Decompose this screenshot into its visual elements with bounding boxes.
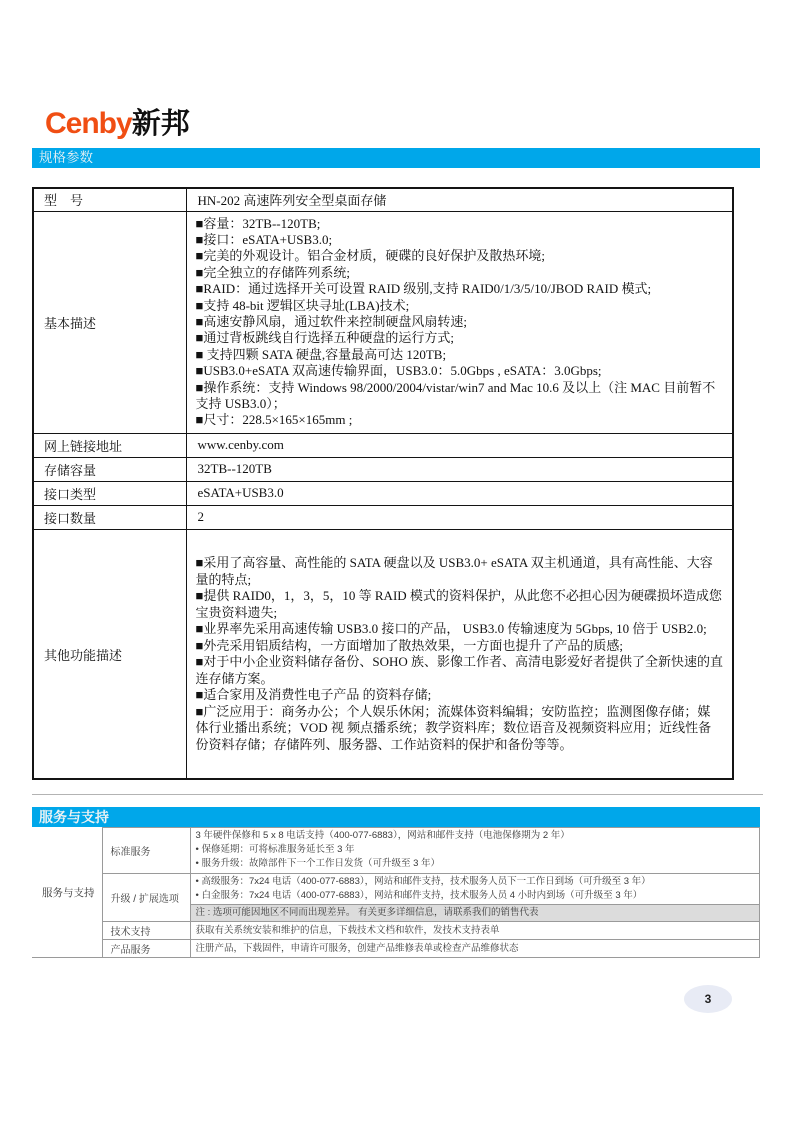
spec-label-storage-capacity: 存储容量 <box>33 457 186 481</box>
text-line: 3 年硬件保修和 5 x 8 电话支持（400-077-6883），网站和邮件支持（电池保修期为 2 年） <box>195 830 570 841</box>
service-row-product-service <box>32 940 760 958</box>
service-table <box>32 827 760 958</box>
spec-value-storage-capacity: 32TB--120TB <box>186 457 733 481</box>
spec-label-other-functions: 其他功能描述 <box>33 529 186 779</box>
text-line: ■广泛应用于：商务办公；个人娱乐休闲；流媒体资料编辑；安防监控；监测图像存储；媒体行业播出系统；VOD 视 频点播系统；教学资料库；数位语音及视频资料应用；近线性备份资料存储；存储阵列、服务器、工作站资料的保护和备份等等。 <box>195 703 712 752</box>
other-functions-bullet-list <box>188 555 732 753</box>
text-line: ■ 支持四颗 SATA 硬盘,容量最高可达 120TB; <box>195 346 447 362</box>
text-line: ■业界率先采用高速传输 USB3.0 接口的产品， USB3.0 传输速度为 5Gbps, 10 倍于 USB2.0; <box>195 621 707 637</box>
text-line: ■采用了高容量、高性能的 SATA 硬盘以及 USB3.0+ eSATA 双主机通道，具有高性能、大容量的特点; <box>195 555 713 587</box>
text-line: • 白金服务：7x24 电话（400-077-6883），网站和邮件支持，技术服务人员 4 小时内到场（可升级至 3 年） <box>195 889 643 901</box>
service-row-tech-support <box>32 922 760 940</box>
spec-label-interface-count: 接口数量 <box>33 505 186 529</box>
spec-row-basic-description <box>33 211 733 433</box>
text-line: ■支持 48-bit 逻辑区块寻址(LBA)技术; <box>195 297 410 313</box>
text-line: • 高级服务：7x24 电话（400-077-6883），网站和邮件支持，技术服务人员下一工作日到场（可升级至 3 年） <box>195 875 651 887</box>
spec-label-model: 型 号 <box>33 188 186 211</box>
spec-row-storage-capacity <box>33 457 733 481</box>
spec-label-web-link: 网上链接地址 <box>33 433 186 457</box>
service-row-standard <box>32 828 760 874</box>
text-line: • 服务升级：故障部件下一个工作日发货（可升级至 3 年） <box>195 858 441 870</box>
spec-row-other-functions <box>33 529 733 779</box>
text-line: ■接口：eSATA+USB3.0; <box>195 231 333 247</box>
text-line: ■尺寸：228.5×165×165mm ; <box>195 412 353 428</box>
text-line: • 保修延期：可将标准服务延长至 3 年 <box>195 844 355 856</box>
website-url: www.cenby.com <box>186 433 733 457</box>
service-note: 注 : 选项可能因地区不同而出现差异。 有关更多详细信息，请联系我们的销售代表 <box>190 905 760 922</box>
service-content-standard <box>190 828 760 874</box>
spec-value-interface-type: eSATA+USB3.0 <box>186 481 733 505</box>
text-line: ■外壳采用铝质结构，一方面增加了散热效果，一方面也提升了产品的质感; <box>195 637 623 653</box>
text-line: ■适合家用及消费性电子产品 的资料存储; <box>195 687 432 703</box>
service-content-upgrade <box>190 873 760 904</box>
text-line: ■USB3.0+eSATA 双高速传输界面，USB3.0：5.0Gbps , eSATA：3.0Gbps; <box>195 363 602 379</box>
section-header-specs <box>32 148 760 168</box>
spec-row-model <box>33 188 733 211</box>
text-line: ■RAID：通过选择开关可设置 RAID 级别,支持 RAID0/1/3/5/10/JBOD RAID 模式; <box>195 281 652 297</box>
section-header-service-title: 服务与支持 <box>39 809 109 825</box>
service-row-upgrade <box>32 873 760 904</box>
service-label-tech-support: 技术支持 <box>102 922 190 940</box>
spec-value-model: HN-202 高速阵列安全型桌面存储 <box>186 188 733 211</box>
spec-table <box>32 187 734 780</box>
spec-value-interface-count: 2 <box>186 505 733 529</box>
spec-label-basic-description: 基本描述 <box>33 211 186 433</box>
text-line: ■高速安静风扇，通过软件来控制硬盘风扇转速; <box>195 313 467 329</box>
text-line: ■通过背板跳线自行选择五种硬盘的运行方式; <box>195 330 454 346</box>
spec-row-web-link <box>33 433 733 457</box>
brand-logo-en: Cenby <box>45 107 132 140</box>
section-header-specs-title: 规格参数 <box>39 150 93 165</box>
text-line: ■提供 RAID0，1，3，5，10 等 RAID 模式的资料保护，从此您不必担心因为硬碟损坏造成您宝贵资料遗失; <box>195 588 722 620</box>
page-number-badge <box>684 985 732 1013</box>
service-label-upgrade: 升级 / 扩展选项 <box>102 873 190 921</box>
spec-label-interface-type: 接口类型 <box>33 481 186 505</box>
basic-description-bullet-list <box>188 213 732 432</box>
text-line: ■操作系统：支持 Windows 98/2000/2004/vistar/win7 and Mac 10.6 及以上（注 MAC 目前暂不支持 USB3.0）； <box>195 379 716 411</box>
text-line: 获取有关系统安装和维护的信息，下载技术文档和软件，发技术支持表单 <box>195 924 500 936</box>
section-header-service <box>32 807 760 827</box>
page-number: 3 <box>704 992 712 1006</box>
text-line: ■对于中小企业资料储存备份、SOHO 族、影像工作者、高清电影爱好者提供了全新快速的直连存储方案。 <box>195 654 723 686</box>
service-label-standard: 标准服务 <box>102 828 190 874</box>
brand-logo <box>45 108 190 145</box>
text-line: ■容量：32TB--120TB; <box>195 215 321 231</box>
service-label-product-service: 产品服务 <box>102 940 190 958</box>
service-content-tech-support <box>190 922 760 940</box>
text-line: ■完全独立的存储阵列系统; <box>195 264 350 280</box>
horizontal-divider <box>32 794 763 795</box>
spec-row-interface-count <box>33 505 733 529</box>
text-line: 注册产品，下载固件，申请许可服务，创建产品维修表单或检查产品维修状态 <box>195 942 519 954</box>
text-line: ■完美的外观设计。铝合金材质，硬碟的良好保护及散热环境; <box>195 248 545 264</box>
spec-row-interface-type <box>33 481 733 505</box>
service-group-label: 服务与支持 <box>32 828 102 958</box>
service-content-product-service <box>190 940 760 958</box>
brand-logo-cn: 新邦 <box>131 108 190 140</box>
